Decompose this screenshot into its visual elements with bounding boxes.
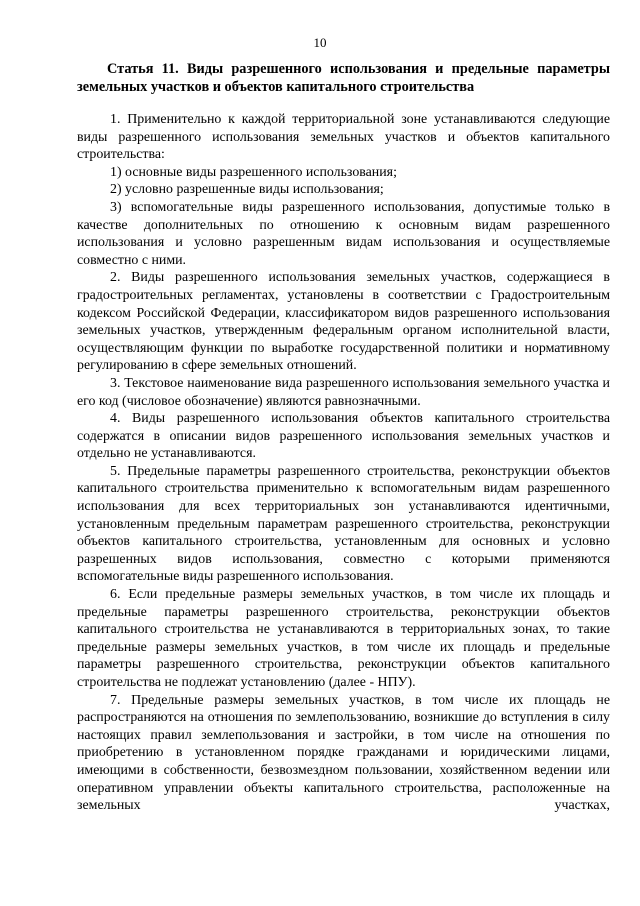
paragraph-3: 3. Текстовое наименование вида разрешенного использования земельного участка и его код (числовое обозначение) являются равнозначными. — [77, 375, 610, 409]
paragraph-7: 7. Предельные размеры земельных участков, в том числе их площадь не распространяются на отношения по землепользованию, возникшие до вступления в силу настоящих правил землепользования и застройки, в том числе на отношения по приобретению в установленном порядке гражданами и юридическими лицами, имеющими в собственности, безвозмездном пользовании, хозяйственном ведении или оперативном управлении объекты капитального строительства, расположенные на земельных участках, — [77, 692, 610, 814]
paragraph-1: 1. Применительно к каждой территориальной зоне устанавливаются следующие виды разрешенного использования земельных участков и объектов капитального строительства: — [77, 112, 610, 163]
list-item-basic-uses: 1) основные виды разрешенного использования; — [110, 164, 397, 180]
list-item-auxiliary-uses: 3) вспомогательные виды разрешенного использования, допустимые только в качестве дополнительных по отношению к основным видам разрешенного использования и условно разрешенным видам использования и осуществляемые совместно с ними. — [77, 199, 610, 268]
article-heading: Статья 11. Виды разрешенного использования и предельные параметры земельных участков и объектов капитального строительства — [77, 61, 610, 95]
paragraph-6: 6. Если предельные размеры земельных участков, в том числе их площадь и предельные параметры разрешенного строительства, реконструкции объектов капитального строительства не устанавливаются в территориальных зонах, то такие предельные размеры земельных участков, в том числе их площадь и предельные параметры разрешенного строительства, реконструкции объектов капитального строительства не подлежат установлению (далее - НПУ). — [77, 587, 610, 690]
list-item-conditional-uses: 2) условно разрешенные виды использования; — [110, 182, 384, 198]
paragraph-4: 4. Виды разрешенного использования объектов капитального строительства содержатся в описании видов разрешенного использования земельных участков и отдельно не устанавливаются. — [77, 411, 610, 462]
article-content — [77, 61, 610, 815]
paragraph-2: 2. Виды разрешенного использования земельных участков, содержащиеся в градостроительных регламентах, установлены в соответствии с Градостроительным кодексом Российской Федерации, классификатором видов разрешенного использования земельных участков, утвержденным федеральным органом исполнительной власти, осуществляющим функции по выработке государственной политики и нормативному регулированию в сфере земельных отношений. — [77, 270, 610, 374]
paragraph-5: 5. Предельные параметры разрешенного строительства, реконструкции объектов капитального строительства применительно к вспомогательным видам разрешенного использования для всех территориальных зон устанавливаются идентичными, установленным предельным параметрам разрешенного строительства, реконструкции объектов капитального строительства, установленным для основных и условно разрешенных видов использования, совместно с которыми применяются вспомогательные виды разрешенного использования. — [77, 463, 610, 585]
page-number: 10 — [313, 35, 327, 50]
